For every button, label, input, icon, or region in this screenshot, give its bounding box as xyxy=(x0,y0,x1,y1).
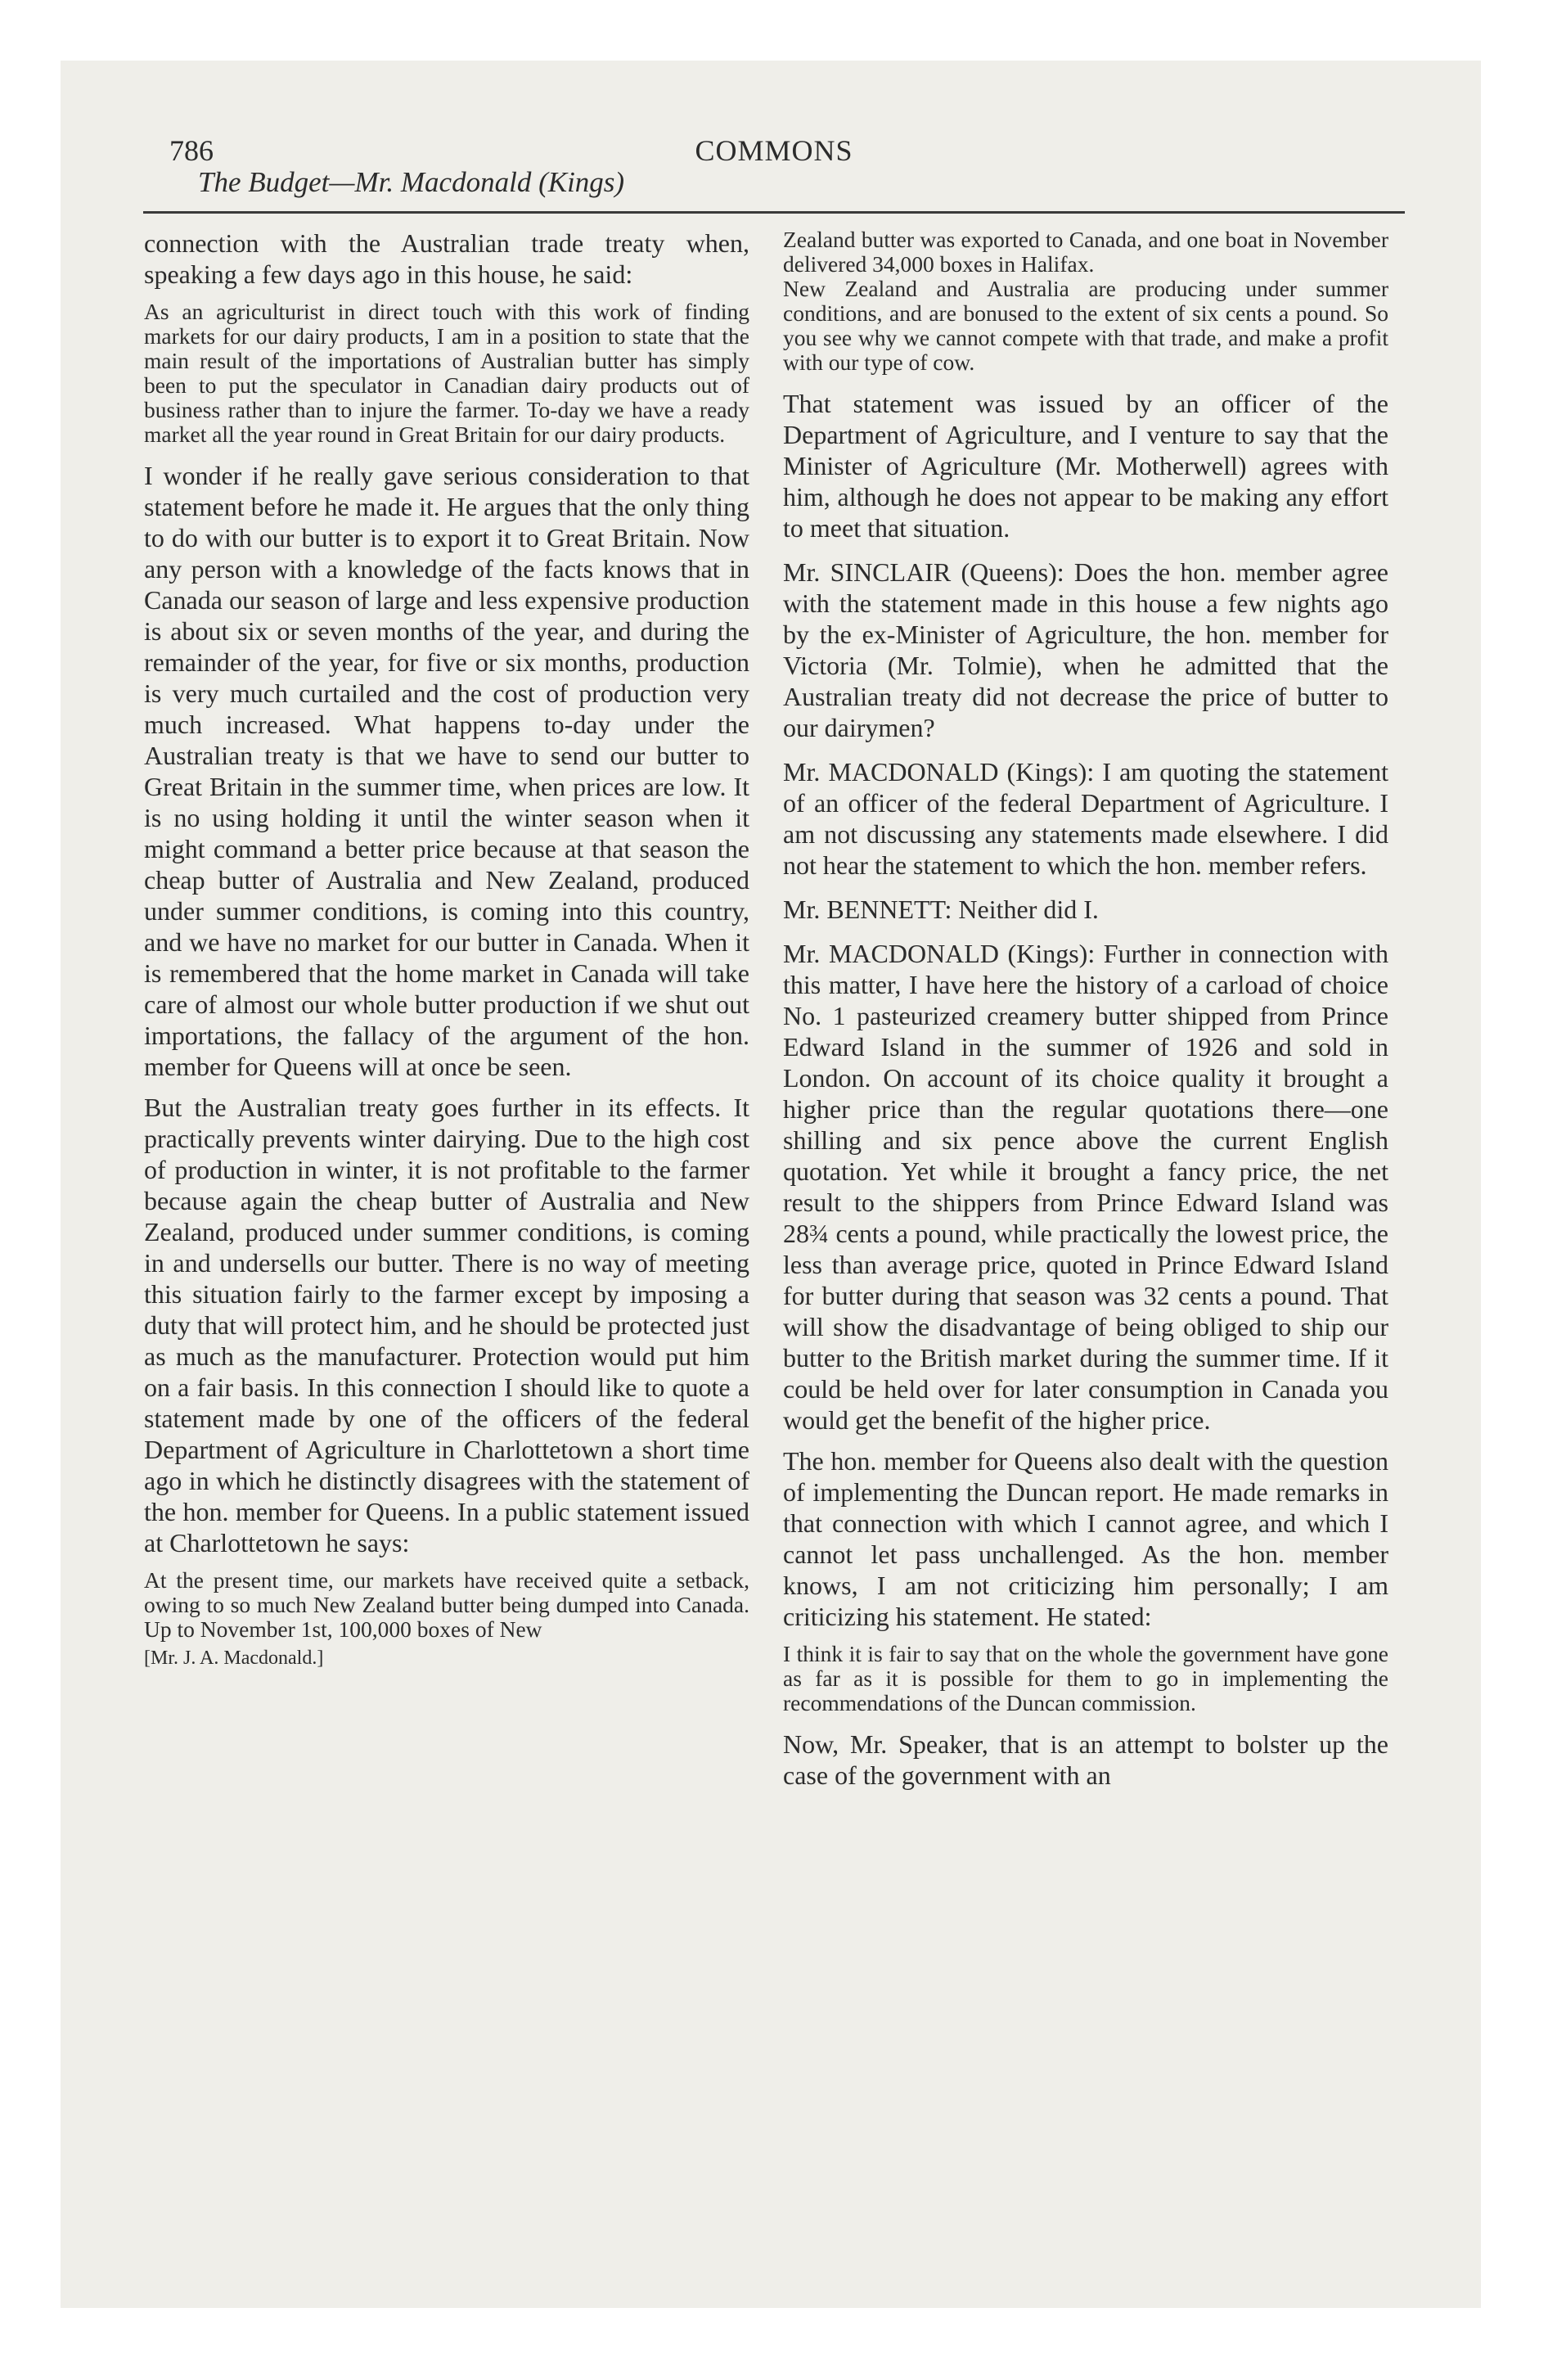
reply-macdonald: Mr. MACDONALD (Kings): I am quoting the statement of an officer of the federal Department of Agriculture. I am not discussing any statements made elsewhere. I did not hear the statement to which the hon. member refers. xyxy=(783,757,1388,880)
intro-paragraph: connection with the Australian trade treaty when, speaking a few days ago in this house, he said: xyxy=(144,228,749,289)
interjection-bennett: Mr. BENNETT: Neither did I. xyxy=(783,895,1099,924)
quote-officer-continued: Zealand butter was exported to Canada, and one boat in November delivered 34,000 boxes in Halifax. xyxy=(783,227,1388,277)
right-column xyxy=(783,228,1388,1791)
quote-duncan-commission: I think it is fair to say that on the whole the government have gone as far as it is possible for them to go in implementing the recommendations of the Duncan commission. xyxy=(783,1641,1388,1715)
header-rule xyxy=(143,211,1405,214)
paragraph-duncan-report: The hon. member for Queens also dealt with the question of implementing the Duncan report. He made remarks in that connection with which I cannot agree, and which I cannot let pass unchallenged. As the hon. member knows, I am not criticizing him personally; I am criticizing his statement. He stated: xyxy=(783,1446,1388,1631)
running-head: COMMONS xyxy=(695,134,853,167)
left-column xyxy=(144,228,749,1670)
quote-officer-paragraph: New Zealand and Australia are producing under summer conditions, and are bonused to the extent of six cents a pound. So you see why we cannot compete with that trade, and make a profit with our type of cow. xyxy=(783,276,1388,375)
paragraph-speaker: Now, Mr. Speaker, that is an attempt to bolster up the case of the government with an xyxy=(783,1729,1388,1790)
interjection-sinclair: Mr. SINCLAIR (Queens): Does the hon. member agree with the statement made in this house a few nights ago by the ex-Minister of Agriculture, the hon. member for Victoria (Mr. Tolmie), when he admitted that the Australian treaty did not decrease the price of butter to our dairymen? xyxy=(783,557,1388,742)
paragraph-consideration: I wonder if he really gave serious consideration to that statement before he made it. He argues that the only thing to do with our butter is to export it to Great Britain. Now any person with a knowledge of the facts knows that in Canada our season of large and less expensive production is about six or seven months of the year, and during the remainder of the year, for five or six months, production is very much curtailed and the cost of production very much increased. What happens to-day under the Australian treaty is that we have to send our butter to Great Britain in the summer time, when prices are low. It is no using holding it until the winter season when it might command a better price because at that season the cheap butter of Australia and New Zealand, produced under summer conditions, is coming into this country, and we have no market for our butter in Canada. When it is remembered that the home market in Canada will take care of almost our whole butter production if we shut out importations, the fallacy of the argument of the hon. member for Queens will at once be seen. xyxy=(144,461,749,1081)
paragraph-treaty-effects: But the Australian treaty goes further in its effects. It practically prevents winter dairying. Due to the high cost of production in winter, it is not profitable to the farmer because again the cheap butter of Australia and New Zealand, produced under summer conditions, is coming in and undersells our butter. There is no way of meeting this situation fairly to the farmer except by imposing a duty that will protect him, and he should be protected just as much as the manufacturer. Protection would put him on a fair basis. In this connection I should like to quote a statement made by one of the officers of the federal Department of Agriculture in Charlottetown a short time ago in which he distinctly disagrees with the statement of the hon. member for Queens. In a public statement issued at Charlottetown he says: xyxy=(144,1093,749,1557)
page-number: 786 xyxy=(169,134,214,167)
quote-agriculturist: As an agriculturist in direct touch with this work of finding markets for our dairy products, I am in a position to state that the main result of the importations of Australian butter has simply been to put the speculator in Canadian dairy products out of business rather than to injure the farmer. To-day we have a ready market all the year round in Great Britain for our dairy products. xyxy=(144,299,749,447)
speaker-footnote: [Mr. J. A. Macdonald.] xyxy=(144,1648,324,1669)
paragraph-officer-issued: That statement was issued by an officer of the Department of Agriculture, and I venture to say that the Minister of Agriculture (Mr. Motherwell) agrees with him, although he does not appear to be making any effort to meet that situation. xyxy=(783,389,1388,543)
paragraph-carload-history: Mr. MACDONALD (Kings): Further in connection with this matter, I have here the history of a carload of choice No. 1 pasteurized creamery butter shipped from Prince Edward Island in the summer of 1926 and sold in London. On account of its choice quality it brought a higher price than the regular quotations there—one shilling and six pence above the current English quotation. Yet while it brought a fancy price, the net result to the shippers from Prince Edward Island was 28¾ cents a pound, while practically the lowest price, the less than average price, quoted in Prince Edward Island for butter during that season was 32 cents a pound. That will show the disadvantage of being obliged to ship our butter to the British market during the summer time. If it could be held over for later consumption in Canada you would get the benefit of the higher price. xyxy=(783,939,1388,1435)
quote-officer-statement: At the present time, our markets have received quite a setback, owing to so much New Zealand butter being dumped into Canada. Up to November 1st, 100,000 boxes of New xyxy=(144,1567,749,1642)
page-subtitle: The Budget—Mr. Macdonald (Kings) xyxy=(198,166,625,198)
